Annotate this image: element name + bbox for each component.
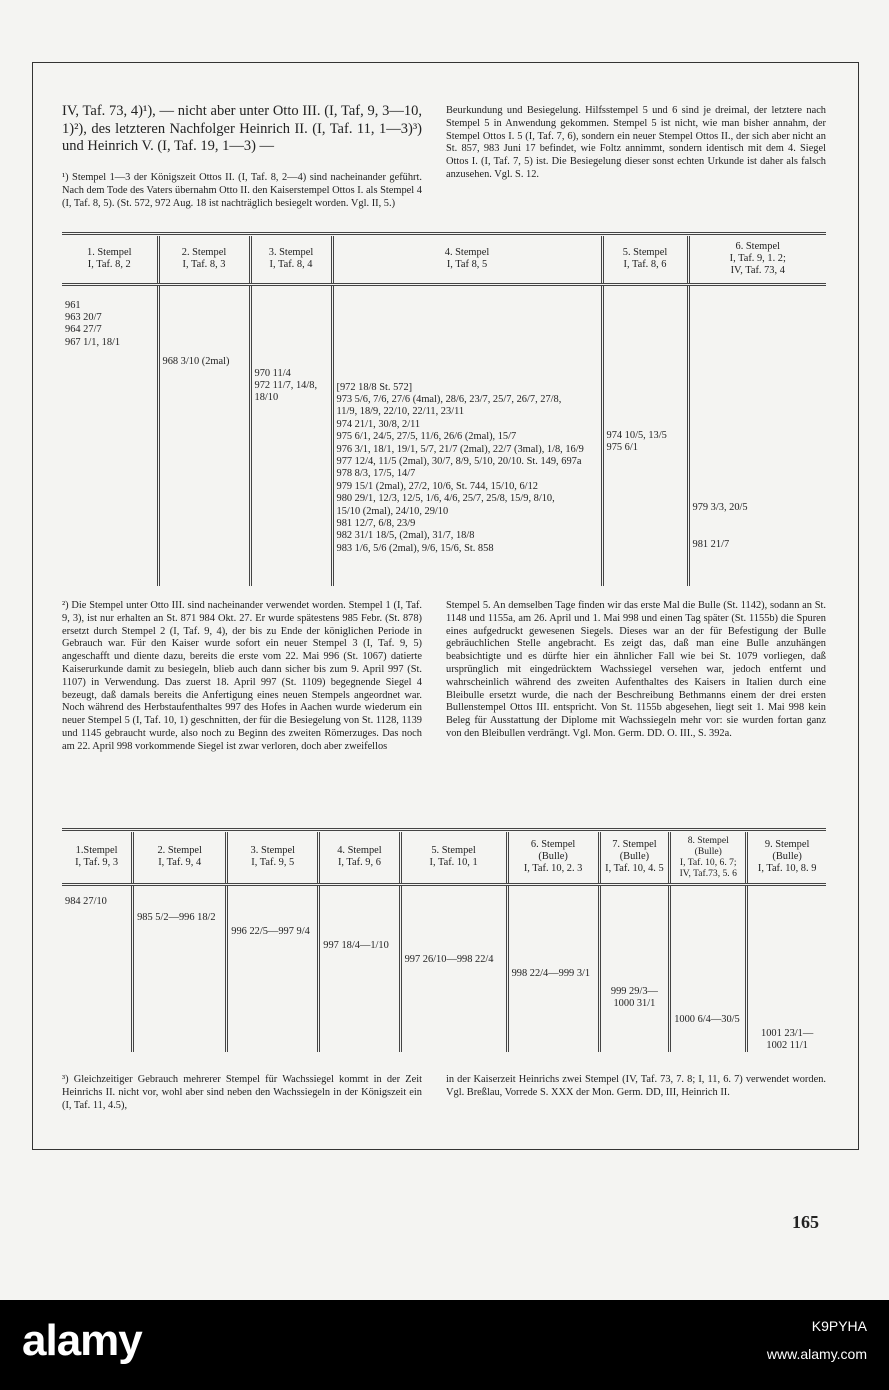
table2-header-7: 7. Stempel (Bulle) I, Taf. 10, 4. 5 <box>599 832 670 884</box>
watermark-brand-logo: alamy <box>22 1316 142 1365</box>
table1-col5-dates: 974 10/5, 13/5 975 6/1 <box>602 284 688 586</box>
table2-header-3: 3. Stempel I, Taf. 9, 5 <box>227 832 319 884</box>
footnote-2-continuation: Stempel 5. An demselben Tage finden wir das erste Mal die Bulle (St. 1142), sodann an St. 1148 und 1155a, am 26. April und 1. Mai 998 und einen Tag später (St. 1155b) die Spuren eines aufgedruckt gewesenen Siegels. Dieses war an der für Befestigung der Bulle gebräuchlichen Stelle angebracht. Es zeigt das, daß man eine Bulle anzuhängen beabsichtigte und es dürfte hier ein ähnlicher Fall wie bei St. 1079 vorliegen, daß ursprünglich mit eingedrücktem Wachssiegel versehen war, jedoch entfernt und wahrscheinlich während des zweiten Aufenthaltes des Kaisers in Italien durch eine Bleibulle ersetzt wurde, die nach der Beschreibung Bethmanns einem der drei ersten Bullenstempel Ottos III. entspricht. Von St. 1155b abgesehen, liegt seit 1. Mai 998 kein Beleg für Ausstattung der Diplome mit Wachssiegeln mehr vor: sie wurden fortan ganz von den Bleibullen verdrängt. Vgl. Mon. Germ. DD. O. III., S. 392a. <box>446 600 826 739</box>
table1-header-6: 6. Stempel I, Taf. 9, 1. 2; IV, Taf. 73, 4 <box>688 236 826 284</box>
table2-cell-6: 998 22/4—999 3/1 <box>507 884 599 1052</box>
table1-col4-dates: [972 18/8 St. 572] 973 5/6, 7/6, 27/6 (4mal), 28/6, 23/7, 25/7, 26/7, 27/8, 11/9, 18/9, 22/10, 22/11, 23/11 974 21/1, 30/8, 2/11 975 6/1, 24/5, 27/5, 11/6, 26/6 (2mal), 15/7 976 3/1, 18/1, 19/1, 5/7, 21/7 (2mal), 22/7 (3mal), 1/8, 16/9 977 12/4, 11/5 (2mal), 30/7, 8/9, 5/10, 20/10. St. 149, 697a 978 8/3, 17/5, 14/7 979 15/1 (2mal), 27/2, 10/6, St. 744, 15/10, 6/12 980 29/1, 12/3, 12/5, 1/6, 4/6, 25/7, 25/8, 15/9, 8/10, 15/10 (2mal), 24/10, 29/10 981 12/7, 6/8, 23/9 982 31/1 18/5, (2mal), 31/7, 18/8 983 1/6, 5/6 (2mal), 9/6, 15/6, St. 858 <box>332 284 602 586</box>
footnote-3: ³) Gleichzeitiger Gebrauch mehrerer Stempel für Wachssiegel kommt in der Zeit Heinrichs II. nicht vor, wohl aber sind neben den Wachssiegeln in der Königszeit ein (I, Taf. 11, 4.5), <box>62 1074 422 1111</box>
table1-header-3: 3. Stempel I, Taf. 8, 4 <box>250 236 332 284</box>
table1-header-row <box>62 236 826 284</box>
table2-header-5: 5. Stempel I, Taf. 10, 1 <box>400 832 507 884</box>
lead-text: IV, Taf. 73, 4)¹), — nicht aber unter Otto III. (I, Taf, 9, 3—10, 1)²), des letzteren Nachfolger Heinrich II. (I, Taf. 11, 1—3)³) und Heinrich V. (I, Taf. 19, 1—3) — <box>62 103 422 155</box>
watermark-image-id: K9PYHA <box>811 1318 867 1334</box>
table2-cell-5: 997 26/10—998 22/4 <box>400 884 507 1052</box>
table1-col2-dates: 968 3/10 (2mal) <box>158 284 250 586</box>
table2-header-4: 4. Stempel I, Taf. 9, 6 <box>319 832 400 884</box>
table1-header-4: 4. Stempel I, Taf 8, 5 <box>332 236 602 284</box>
stamp-table-otto-ii <box>62 236 826 586</box>
footnote-1: ¹) Stempel 1—3 der Königszeit Ottos II. (I, Taf. 8, 2—4) sind nacheinander geführt. Nach dem Tode des Vaters übernahm Otto II. den Kaiserstempel Ottos I. als Stempel 4 (I, Taf. 8, 5). (St. 572, 972 Aug. 18 ist nachträglich besiegelt worden. Vgl. II, 5.) <box>62 172 422 209</box>
table2-top-rule <box>62 828 826 831</box>
stamp-table-otto-iii <box>62 832 826 1052</box>
table2-header-8: 8. Stempel (Bulle) I, Taf. 10, 6. 7; IV, Taf.73, 5. 6 <box>670 832 747 884</box>
table2-header-6: 6. Stempel (Bulle) I, Taf. 10, 2. 3 <box>507 832 599 884</box>
table1-col6-second: 981 21/7 <box>692 538 730 550</box>
table2-header-1: 1.Stempel I, Taf. 9, 3 <box>62 832 133 884</box>
table2-cell-3: 996 22/5—997 9/4 <box>227 884 319 1052</box>
table1-col6-first: 979 3/3, 20/5 <box>692 501 748 513</box>
table2-header-9: 9. Stempel (Bulle) I, Taf. 10, 8. 9 <box>747 832 826 884</box>
footnote-2: ²) Die Stempel unter Otto III. sind nacheinander verwendet worden. Stempel 1 (I, Taf. 9, 3), ist nur erhalten an St. 871 984 Okt. 27. Er wurde spätestens 985 Febr. (St. 878) ersetzt durch Stempel 2 (I, Taf. 9, 4), der bis zu Ende der königlichen Periode in Gebrauch war. Für den Kaiser wurde sofort ein neuer Stempel 3 (I, Taf. 9, 5) angeschafft und diente dazu, bereits die erste vom 22. Mai 996 (St. 1067) datierte Kaiserurkunde damit zu besiegeln, blieb auch dann sicher bis zum 9. April 997 (St. 1107) in Verwendung. Das zuerst 18. April 997 (St. 1109) begegnende Siegel 4 bezeugt, daß damals bereits die Anfertigung eines neuen Stempels angeordnet war. Noch während des Herbstaufenthaltes 997 des Hofes in Aachen wurde wiederum ein neuer Stempel 5 (I, Taf. 10, 1) geschnitten, der für die Besiegelung von St. 1128, 1139 und 1145 gebraucht wurde, also noch zu Beginn des zweiten Römerzuges. Das noch am 22. April 998 vorkommende Siegel ist zwar verloren, doch aber zweifellos <box>62 600 422 752</box>
footnote-3-continuation: in der Kaiserzeit Heinrichs zwei Stempel (IV, Taf. 73, 7. 8; I, 11, 6. 7) verwendet worden. Vgl. Breßlau, Vorrede S. XXX der Mon. Germ. DD, III, Heinrich II. <box>446 1074 826 1098</box>
table2-cell-9: 1001 23/1— 1002 11/1 <box>747 884 826 1052</box>
table2-header-2: 2. Stempel I, Taf. 9, 4 <box>133 832 227 884</box>
table2-cell-2: 985 5/2—996 18/2 <box>133 884 227 1052</box>
table1-body-row <box>62 284 826 586</box>
table2-body-row <box>62 884 826 1052</box>
table2-cell-1: 984 27/10 <box>65 895 107 907</box>
table2-header-row <box>62 832 826 884</box>
table1-col3-dates: 970 11/4 972 11/7, 14/8, 18/10 <box>250 284 332 586</box>
table1-top-rule <box>62 232 826 235</box>
table2-cell-4: 997 18/4—1/10 <box>319 884 400 1052</box>
table2-cell-8: 1000 6/4—30/5 <box>670 884 747 1052</box>
table2-cell-7: 999 29/3— 1000 31/1 <box>599 884 670 1052</box>
table1-header-2: 2. Stempel I, Taf. 8, 3 <box>158 236 250 284</box>
table1-header-5: 5. Stempel I, Taf. 8, 6 <box>602 236 688 284</box>
table1-col1-dates: 961 963 20/7 964 27/7 967 1/1, 18/1 <box>65 299 121 348</box>
table1-col6-dates <box>688 284 826 586</box>
page-number: 165 <box>792 1212 819 1232</box>
watermark-site-url: www.alamy.com <box>766 1346 867 1362</box>
table1-header-1: 1. Stempel I, Taf. 8, 2 <box>62 236 158 284</box>
footnote-continuation-top: Beurkundung und Besiegelung. Hilfsstempel 5 und 6 sind je dreimal, der letztere nach Stempel 5 in Anwendung gekommen. Stempel 5 ist nicht, wie man bisher annahm, der Stempel Ottos I. 5 (I, Taf. 7, 6), sondern ein neuer Stempel Ottos II., der sich aber nicht an St. 857, 983 Juni 17 befindet, wie Foltz annimmt, sondern identisch mit dem 4. Siegel Ottos I. (I, Taf. 7, 5) ist. Die Besiegelung dieser sonst echten Urkunde ist daher als falsch anzusehen. Vgl. S. 12. <box>446 105 826 180</box>
